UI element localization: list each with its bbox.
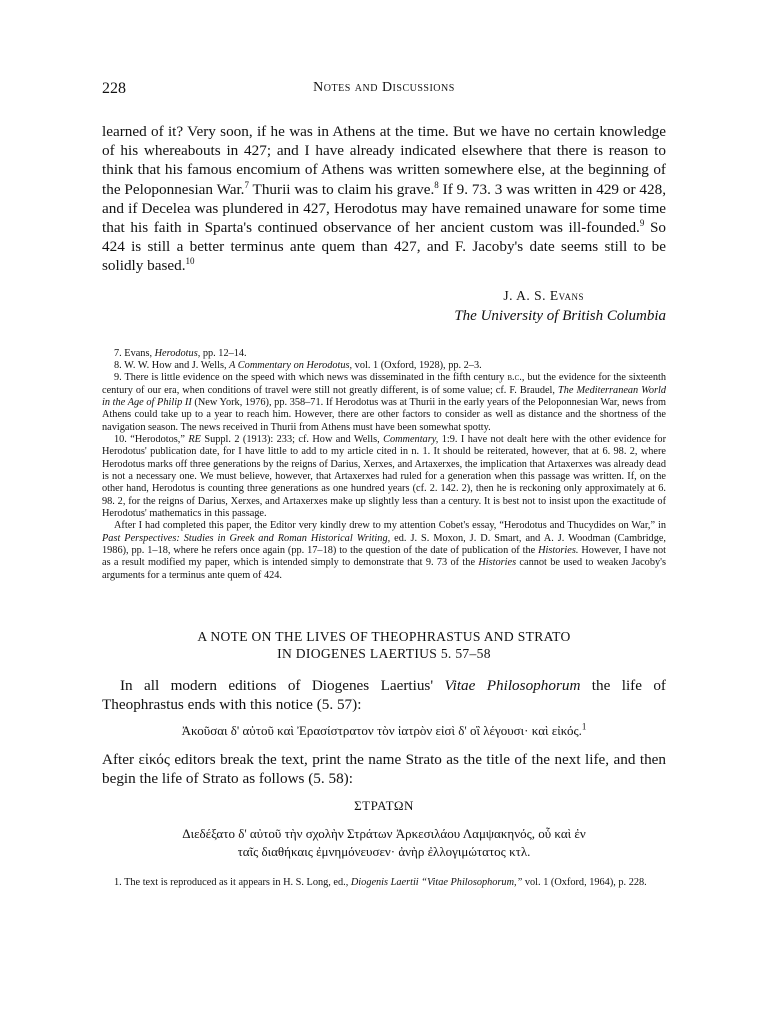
paragraph-text: learned of it? Very soon, if he was in Athens at the time. But we have no certain knowledge of his whereabouts in 427; and I have already indicated elsewhere that there is reason to think that his famous encomium of Athens was written somewhere else, at the beginning of the Peloponnesian War. [102, 123, 666, 198]
greek-quotation [102, 722, 666, 740]
article-body [102, 676, 666, 861]
footnote-ref-10: 10 [185, 256, 195, 267]
paragraph-text: After [102, 751, 139, 769]
footnote-italic: A Commentary on Herodotus, [229, 359, 353, 371]
author-signature [102, 286, 666, 326]
article-paragraph [102, 750, 666, 788]
footnote-era: b.c. [507, 372, 522, 384]
paragraph-italic: Vitae Philosophorum [444, 677, 581, 695]
footnote-text: 9. There is little evidence on the speed with which news was disseminated in the fifth century [114, 372, 508, 384]
footnote-text: 10. “Herodotos,” [114, 434, 189, 446]
running-head: Notes and Discussions [313, 80, 455, 95]
footnote-text: 1. The text is reproduced as it appears in H. S. Long, ed., [114, 877, 351, 889]
paragraph-text: In all modern editions of Diogenes Laertius' [120, 677, 445, 695]
footnote-italic: Past Perspectives: Studies in Greek and Roman Historical Writing, [102, 532, 391, 544]
footnote-text: 8. W. W. How and J. Wells, [114, 359, 230, 371]
footnote-text: 1:9. I have not dealt here with the other evidence for Herodotus' publication date, for I have little to add to my article cited in n. 1. It should be reiterated, however, that at 6. 98. 2, where Herodotus marks off three generations by the reigns of Darius, Xerxes, and Artaxerxes, the implication that Artaxerxes was already dead is not a necessary one. We must believe, however, that Artaxerxes had ruled for a generation when this passage was written. If, on the other hand, Herodotus is counting three generations as one hundred years (cf. 2. 142. 2), then he is reckoning only approximately at 6. 98. 2, for the reigns of Darius, Xerxes, and Artaxerxes make up slightly less than a century. It is best not to insist upon the exactitude of Herodotus' mathematics in this passage. [102, 434, 666, 520]
footnote-text: Suppl. 2 (1913): 233; cf. How and Wells, [200, 434, 384, 446]
footnote-italic: Diogenis Laertii “Vitae Philosophorum,” [350, 877, 523, 889]
footnote-italic: RE [188, 434, 201, 446]
article-title-line: IN DIOGENES LAERTIUS 5. 57–58 [277, 646, 491, 662]
footnote-text: ed. J. S. Moxon, J. D. Smart, and A. J. Woodman (Cambridge, 1986), pp. 1–18, where he refers once again (pp. 17–18) to the question of the date of publication of the [102, 532, 666, 557]
footnote-italic: Histories [478, 557, 517, 569]
main-paragraph [102, 122, 666, 276]
footnote-italic: Histories. [538, 545, 579, 557]
article-title-line: A NOTE ON THE LIVES OF THEOPHRASTUS AND STRATO [197, 629, 571, 645]
footnotes [102, 877, 666, 890]
greek-text: Ἀκοῦσαι δ' αὐτοῦ καὶ Ἐρασίστρατον τὸν ἰατρὸν εἰσὶ δ' οἳ λέγουσι· καὶ εἰκός. [181, 723, 582, 739]
author-name: J. A. S. Evans [503, 287, 584, 303]
greek-quotation [102, 825, 666, 861]
footnote-text: , but the evidence for the sixteenth century of our era, when conditions of travel were still not greatly different, is of some value; cf. F. Braudel, [102, 372, 666, 396]
greek-heading: ΣΤΡΑΤΩΝ [354, 798, 414, 814]
footnote-text: vol. 1 (Oxford, 1964), p. 228. [522, 877, 647, 889]
page [102, 80, 666, 890]
paragraph-text: So 424 is still a better terminus ante quem than 427, and F. Jacoby's date seems still to be solidly based. [102, 219, 666, 275]
footnote-ref-9: 9 [639, 217, 645, 228]
author-affiliation: The University of British Columbia [454, 307, 666, 324]
page-number: 228 [102, 80, 126, 97]
paragraph-text: editors break the text, print the name Strato as the title of the next life, and then begin the life of Strato as follows (5. 58): [102, 751, 667, 788]
footnote-9 [102, 372, 666, 434]
article-title [102, 628, 666, 662]
footnote-text: cannot be used to weaken Jacoby's arguments for a terminus ante quem of 424. [102, 557, 666, 581]
footnote-italic: The Mediterranean World in the Age of Philip II [102, 384, 666, 408]
footnote-text: However, I have not as a result modified my paper, which is intended simply to demonstrate that 9. 73 of the [102, 545, 666, 569]
greek-text: ταῖς διαθήκαις ἐμνημόνευσεν· ἀνὴρ ἐλλογιμώτατος κτλ. [237, 844, 531, 860]
footnote-text: vol. 1 (Oxford, 1928), pp. 2–3. [352, 359, 482, 371]
footnote-text: After I had completed this paper, the Editor very kindly drew to my attention Cobet's essay, “Herodotus and Thucydides on War,” in [114, 520, 666, 532]
footnote-7 [102, 348, 666, 360]
footnote-1 [102, 877, 666, 890]
paragraph-text: If 9. 73. 3 was written in 429 or 428, and if Decelea was plundered in 427, Herodotus may have remained unaware for some time that his faith in Sparta's continued observance of her ancient custom was ill-founded. [102, 180, 666, 237]
paragraph-text: Thurii was to claim his grave. [248, 180, 435, 198]
footnote-ref-7: 7 [244, 179, 249, 190]
footnote-text: (New York, 1976), pp. 358–71. If Herodotus was at Thurii in the early years of the Peloponnesian War, news from Athens could take up to a year to reach him. However, there are other factors to consider as well as distance and the shortness of the navigation season. The news received in Thurii from Athens must have been somewhat spotty. [102, 397, 666, 433]
footnote-8 [102, 360, 666, 372]
footnote-text: 7. Evans, [114, 347, 155, 359]
footnote-10 [102, 434, 666, 520]
greek-text: Διεδέξατο δ' αὐτοῦ τὴν σχολὴν Στράτων Ἀρκεσιλάου Λαμψακηνός, οὗ καὶ ἐν [182, 826, 586, 842]
footnotes [102, 348, 666, 583]
footnote-addendum [102, 520, 666, 582]
footnote-text: pp. 12–14. [200, 347, 247, 359]
paragraph-text: the life of Theophrastus ends with this notice (5. 57): [102, 677, 666, 714]
footnote-italic: Herodotus, [154, 347, 201, 359]
article-paragraph [102, 676, 666, 714]
page-header [102, 80, 666, 104]
greek-word: εἰκός [138, 751, 170, 769]
footnote-ref-8: 8 [434, 179, 439, 190]
footnote-italic: Commentary, [383, 434, 439, 446]
footnote-ref-1: 1 [581, 721, 587, 732]
